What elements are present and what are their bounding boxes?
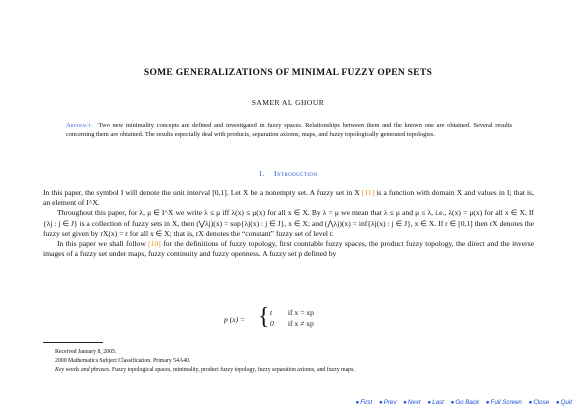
- paragraph-2: Throughout this paper, for λ, μ ∈ I^X we write λ ≤ μ iff λ(x) ≤ μ(x) for all x ∈ X. By λ = μ we mean that λ ≤ μ and μ ≤ λ, i.e., λ(x) = μ(x) for all x ∈ X. If {λj : j ∈ J} is a collection of fuzzy sets in X, then (⋁λj)(x) = sup{λj(x) : j ∈ J}, x ∈ X; and (⋀λj)(x) = inf{λj(x) : j ∈ J}, x ∈ X. If r ∈ [0,1] then rX denotes the fuzzy set given by rX(x) = r for all x ∈ X; that is, rX denotes the “constant” fuzzy set of level r.: [43, 208, 534, 238]
- paper-title: SOME GENERALIZATIONS OF MINIMAL FUZZY OPEN SETS: [143, 68, 433, 78]
- section-heading[interactable]: [0, 169, 576, 178]
- bullet-icon: ●: [378, 399, 383, 406]
- paragraph-1-text-b: is a function with domain X and values in I; that is, an element of I^X.: [43, 188, 534, 208]
- footnote-keywords: [55, 366, 545, 374]
- nav-next-label: Next: [407, 399, 421, 406]
- paragraph-1-text-a: In this paper, the symbol I will denote the unit interval [0,1]. Let X be a nonempty set. A fuzzy set in X: [43, 188, 362, 197]
- section-number: 1.: [258, 169, 265, 178]
- nav-last-label: Last: [432, 399, 444, 406]
- nav-first-label: First: [360, 399, 373, 406]
- navigation-bar: [350, 399, 572, 406]
- bullet-icon: ●: [450, 399, 455, 406]
- formula-case-1-condition: if x = xp: [287, 308, 314, 317]
- formula-case-1-value: t: [270, 308, 273, 317]
- nav-go-back-link[interactable]: [451, 399, 479, 406]
- formula-lhs: p (x) =: [224, 315, 246, 324]
- nav-first-link[interactable]: [355, 399, 372, 406]
- nav-full-screen-link[interactable]: [486, 399, 522, 406]
- abstract-label: Abstract.: [66, 122, 93, 129]
- keywords-label: Key words and phrases.: [55, 367, 111, 373]
- citation-link-11[interactable]: [11]: [361, 188, 375, 197]
- paragraph-1: [43, 188, 534, 208]
- bullet-icon: ●: [403, 399, 407, 406]
- bullet-icon: ●: [555, 399, 560, 406]
- body-text: [43, 188, 534, 259]
- nav-quit-link[interactable]: [556, 399, 572, 406]
- section-name: Introduction: [274, 169, 318, 178]
- nav-go-back-label: Go Back: [455, 399, 480, 406]
- formula-case-1: [270, 308, 314, 317]
- paragraph-3: [43, 239, 534, 259]
- formula-case-2-condition: if x ≠ xp: [287, 319, 314, 328]
- nav-close-label: Close: [533, 399, 550, 406]
- nav-last-link[interactable]: [427, 399, 443, 406]
- paragraph-3-text-a: In this paper we shall follow: [57, 239, 149, 249]
- formula-case-2-value: 0: [270, 319, 274, 328]
- nav-quit-label: Quit: [560, 399, 572, 406]
- footnote-divider: [43, 342, 103, 343]
- footnote-received: Received January 8, 2005.: [55, 349, 117, 355]
- bullet-icon: ●: [355, 399, 360, 406]
- paragraph-3-text-b: for the definitions of fuzzy topology, first countable fuzzy spaces, the product fuzzy topology, the direct and the inverse images of a fuzzy set under maps, fuzzy continuity and fuzzy openness. A fuzzy set p defined by: [43, 239, 534, 259]
- abstract-text: Two new minimality concepts are defined and investigated in fuzzy spaces. Relationships between them and the known one are obtained. Several results concerning them are obtained. The results especially deal with products, separation axioms, maps, and fuzzy topologically generated topologies.: [66, 122, 512, 139]
- nav-prev-link[interactable]: [379, 399, 396, 406]
- keywords-text: Fuzzy topological spaces, minimality, product fuzzy topology, fuzzy separation axioms, and fuzzy maps.: [111, 367, 355, 373]
- bullet-icon: ●: [528, 399, 533, 406]
- nav-close-link[interactable]: [529, 399, 550, 406]
- bullet-icon: ●: [485, 399, 490, 406]
- nav-full-screen-label: Full Screen: [490, 399, 522, 406]
- footnote-msc: 2000 Mathematics Subject Classification. Primary 54A40.: [55, 358, 191, 364]
- formula-brace: {: [258, 304, 270, 330]
- nav-prev-label: Prev: [383, 399, 397, 406]
- abstract: [66, 121, 512, 139]
- citation-link-10[interactable]: [10]: [148, 239, 161, 249]
- nav-next-link[interactable]: [403, 399, 420, 406]
- formula-case-2: [270, 319, 314, 328]
- bullet-icon: ●: [427, 399, 432, 406]
- paper-author: SAMER AL GHOUR: [251, 98, 325, 107]
